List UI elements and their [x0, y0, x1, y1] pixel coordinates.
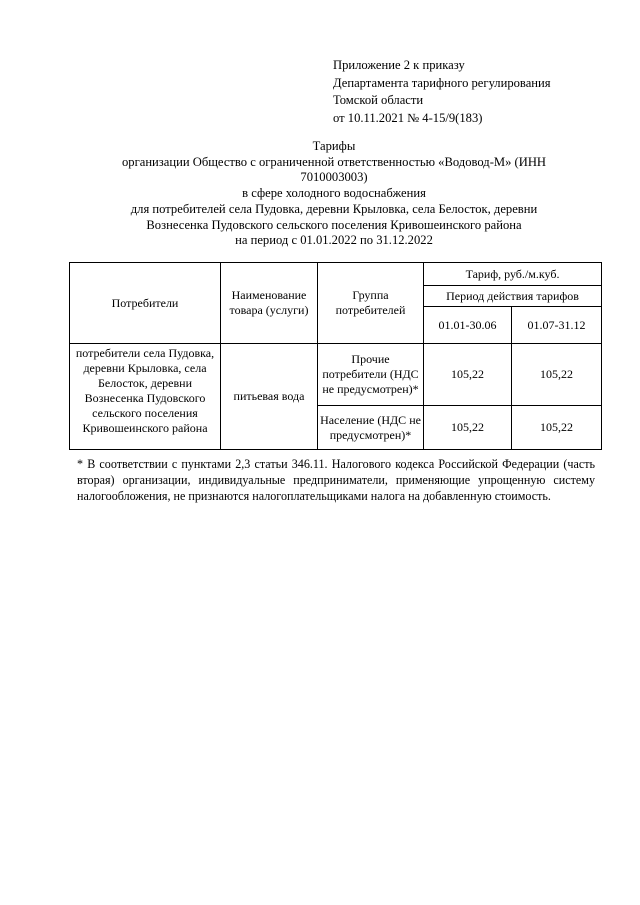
- tariff-cell: 105,22: [512, 344, 602, 406]
- document-heading: [60, 139, 608, 249]
- heading-line: на период с 01.01.2022 по 31.12.2022: [235, 233, 433, 248]
- heading-title: Тарифы: [312, 139, 356, 153]
- tariff-cell: 105,22: [512, 406, 602, 450]
- appendix-block: [333, 57, 633, 127]
- heading-line: для потребителей села Пудовка, деревни Крыловка, села Белосток, деревни: [130, 201, 538, 216]
- header-period-1: 01.01-30.06: [424, 307, 512, 344]
- tariff-table: [69, 262, 602, 450]
- heading-line: 7010003003): [300, 170, 368, 185]
- heading-line: в сфере холодного водоснабжения: [242, 186, 426, 201]
- header-product: Наименование товара (услуги): [221, 263, 318, 344]
- product-cell: питьевая вода: [221, 344, 318, 450]
- appendix-line: Томской области: [333, 93, 424, 107]
- header-period: Период действия тарифов: [424, 286, 602, 307]
- tariff-cell: 105,22: [424, 344, 512, 406]
- header-period-2: 01.07-31.12: [512, 307, 602, 344]
- header-consumers: Потребители: [70, 263, 221, 344]
- heading-line: организации Общество с ограниченной ответственностью «Водовод-М» (ИНН: [121, 154, 547, 169]
- group-cell: Прочие потребители (НДС не предусмотрен)*: [318, 344, 424, 406]
- consumers-cell: потребители села Пудовка, деревни Крыловка, села Белосток, деревни Вознесенка Пудовского сельского поселения Кривошеинского района: [70, 344, 221, 450]
- table-row: [70, 344, 602, 406]
- group-cell: Население (НДС не предусмотрен)*: [318, 406, 424, 450]
- header-group: Группа потребителей: [318, 263, 424, 344]
- appendix-line: Приложение 2 к приказу: [333, 58, 465, 72]
- header-tariff: Тариф, руб./м.куб.: [424, 263, 602, 286]
- appendix-line: Департамента тарифного регулирования: [333, 75, 551, 90]
- tariff-cell: 105,22: [424, 406, 512, 450]
- appendix-line: от 10.11.2021 № 4-15/9(183): [333, 110, 483, 125]
- heading-line: Вознесенка Пудовского сельского поселения Кривошеинского района: [146, 217, 522, 232]
- footnote: * В соответствии с пунктами 2,3 статьи 346.11. Налогового кодекса Российской Федерации (часть вторая) организации, индивидуальные предприниматели, применяющие упрощенную систему налогообложения, не признаются налогоплательщиками налога на добавленную стоимость.: [77, 457, 595, 503]
